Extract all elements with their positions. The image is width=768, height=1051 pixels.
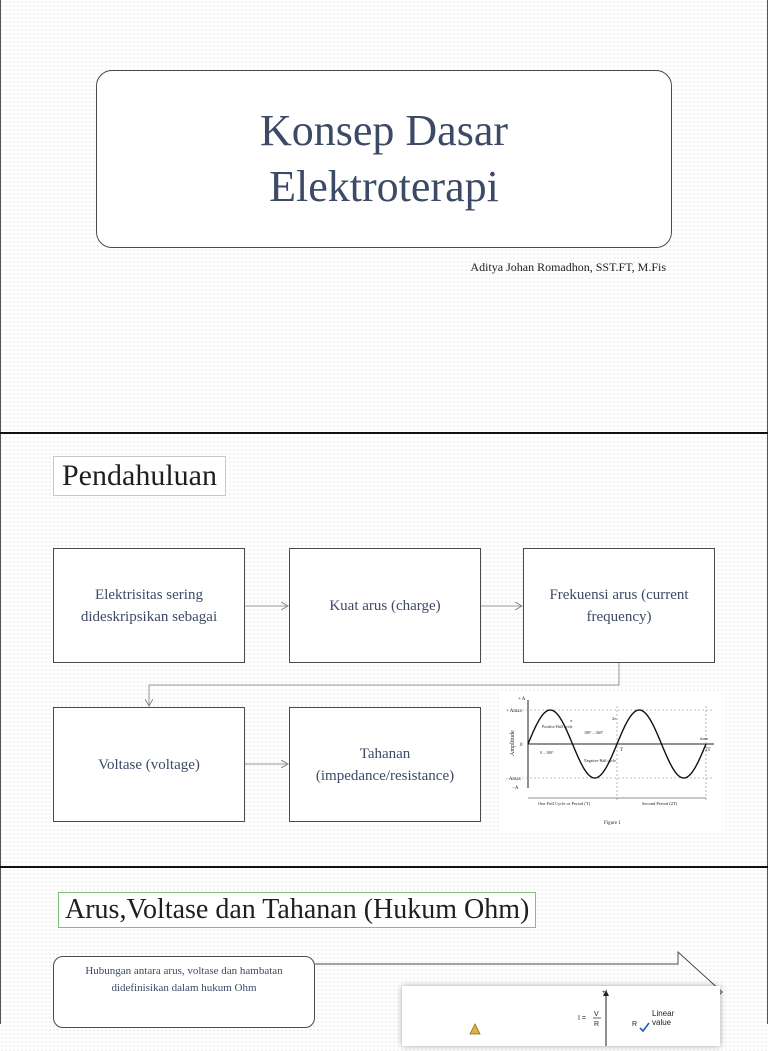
label-pi: π [570,718,573,723]
label-top-a: + A [518,697,526,702]
label-two-t: 2T [705,748,711,753]
slide-pendahuluan [0,434,768,866]
label-plus-i: +I [602,990,608,996]
title-box [96,70,672,248]
label-a-min: −Amax [506,777,522,782]
slide-heading: Arus,Voltase dan Tahanan (Hukum Ohm) [58,892,536,928]
slide-title [0,0,768,432]
label-a-max: + Amax [506,709,523,714]
label-time: time [700,736,708,741]
label-range-0-180: 0 – 180° [540,750,554,755]
label-negative-half: Negative Half cycle [584,758,616,763]
label-formula-i: I = [578,1015,586,1022]
warning-triangle-icon [470,1024,480,1034]
ohm-figure-graphic [402,986,720,1046]
label-value: value [652,1018,672,1027]
label-formula-r: R [594,1021,600,1028]
label-second-period: Second Period (2T) [642,801,678,806]
figure-caption: Figure 1 [604,821,621,826]
flow-box-tahanan: Tahanan (impedance/resistance) [289,707,481,822]
slide-hukum-ohm [0,868,768,1028]
sine-wave-figure [500,692,722,832]
flow-box-kuat-arus: Kuat arus (charge) [289,548,481,663]
label-formula-v: V [594,1011,599,1018]
label-t: T [620,748,624,753]
ohm-description-box: Hubungan antara arus, voltase dan hambatan didefinisikan dalam hukum Ohm [53,956,315,1028]
label-range-180-360: 180° – 360° [584,730,604,735]
check-icon [640,1023,649,1031]
label-linear: Linear [652,1009,675,1018]
label-positive-half: Positive Half cycle [542,724,573,729]
label-full-cycle: One Full Cycle or Period (T) [538,801,591,806]
ohm-law-figure [402,986,720,1046]
label-two-pi: 2π [612,716,617,721]
slide-heading: Pendahuluan [53,456,226,496]
author-name: Aditya Johan Romadhon, SST.FT, M.Fis [470,260,666,274]
flow-box-frekuensi: Frekuensi arus (current frequency) [523,548,715,663]
label-zero: 0 [520,743,523,748]
flow-box-voltase: Voltase (voltage) [53,707,245,822]
label-neg-a: −A [512,786,519,791]
slide-title-text: Konsep Dasar Elektroterapi [259,106,509,211]
label-amplitude: Amplitude [510,730,516,756]
label-r: R [632,1021,638,1028]
flow-box-elektrisitas: Elektrisitas sering dideskripsikan sebagai [53,548,245,663]
